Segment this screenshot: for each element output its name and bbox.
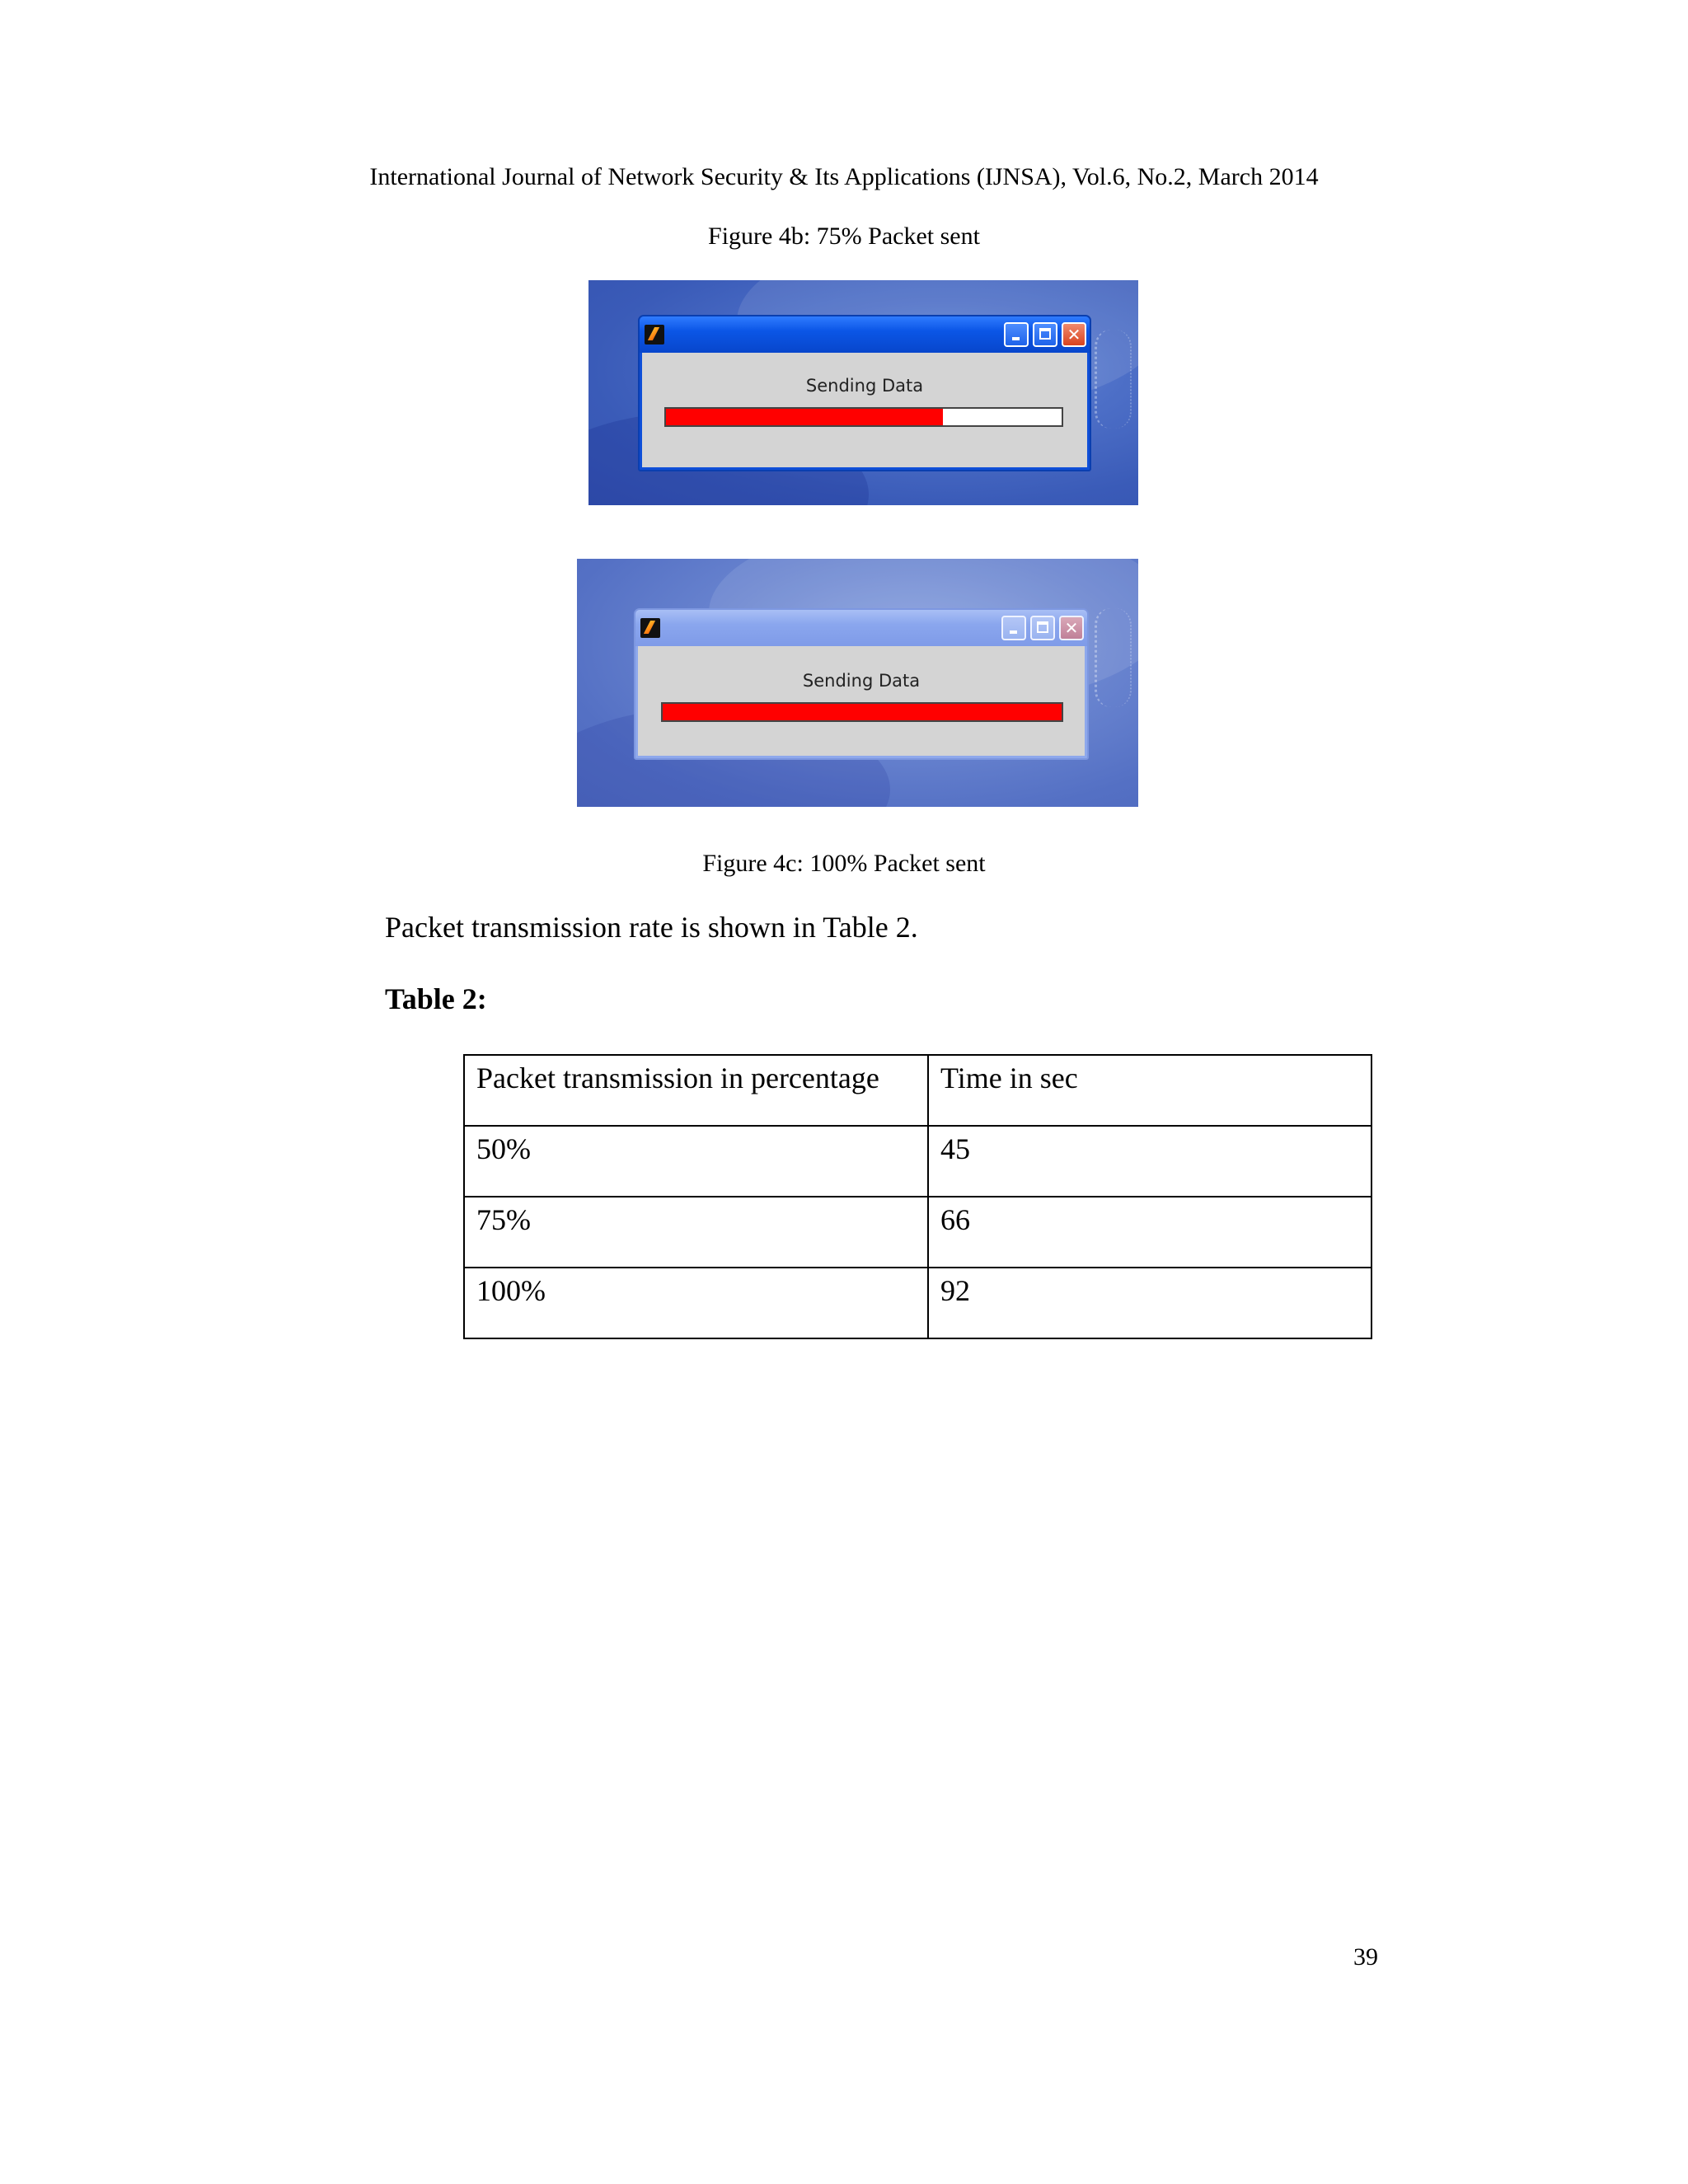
minimize-icon — [1012, 337, 1020, 340]
figure-4b-caption: Figure 4b: 75% Packet sent — [708, 223, 980, 250]
packet-transmission-table — [463, 1054, 1372, 1339]
minimize-button[interactable] — [1001, 616, 1026, 640]
figure-4c-caption: Figure 4c: 100% Packet sent — [702, 850, 986, 877]
maximize-icon — [1039, 328, 1051, 340]
table-cell: 45 — [928, 1126, 1372, 1197]
table-row — [464, 1197, 1372, 1268]
table-cell: 92 — [928, 1268, 1372, 1338]
table-header-row — [464, 1055, 1372, 1126]
matlab-icon[interactable] — [645, 325, 664, 344]
figure-4b-screenshot — [588, 280, 1138, 505]
progress-bar — [661, 702, 1063, 722]
sending-data-window[interactable] — [634, 608, 1089, 760]
journal-header: International Journal of Network Security & Its Applications (IJNSA), Vol.6, No.2, March 2014 — [369, 163, 1319, 190]
background-scribble — [1095, 608, 1132, 707]
minimize-icon — [1010, 630, 1017, 634]
table-title: Table 2: — [385, 982, 487, 1015]
window-titlebar[interactable] — [640, 316, 1090, 353]
close-button[interactable] — [1059, 616, 1084, 640]
table-cell: 100% — [464, 1268, 928, 1338]
table-cell: 66 — [928, 1197, 1372, 1268]
matlab-icon[interactable] — [640, 618, 660, 638]
maximize-button[interactable] — [1030, 616, 1055, 640]
maximize-button[interactable] — [1033, 322, 1057, 347]
table-header-cell: Time in sec — [928, 1055, 1372, 1126]
table-cell: 50% — [464, 1126, 928, 1197]
maximize-icon — [1037, 621, 1048, 633]
sending-data-window[interactable] — [638, 315, 1091, 471]
close-icon: ✕ — [1067, 325, 1081, 344]
close-icon: ✕ — [1064, 618, 1079, 638]
minimize-button[interactable] — [1004, 322, 1029, 347]
progress-bar — [664, 407, 1063, 427]
table-cell: 75% — [464, 1197, 928, 1268]
table-row — [464, 1126, 1372, 1197]
window-client-area — [642, 353, 1087, 467]
progress-bar-fill — [666, 409, 943, 425]
close-button[interactable] — [1062, 322, 1086, 347]
body-paragraph: Packet transmission rate is shown in Table 2. — [385, 911, 918, 944]
background-scribble — [1095, 330, 1132, 429]
progress-bar-fill — [663, 704, 1062, 720]
sending-data-label: Sending Data — [805, 376, 924, 396]
table-row — [464, 1268, 1372, 1338]
window-client-area — [638, 646, 1085, 756]
figure-4c-screenshot — [577, 559, 1138, 807]
table-header-cell: Packet transmission in percentage — [464, 1055, 928, 1126]
sending-data-label: Sending Data — [802, 671, 921, 691]
window-titlebar[interactable] — [635, 610, 1087, 646]
page-number: 39 — [1353, 1943, 1378, 1971]
